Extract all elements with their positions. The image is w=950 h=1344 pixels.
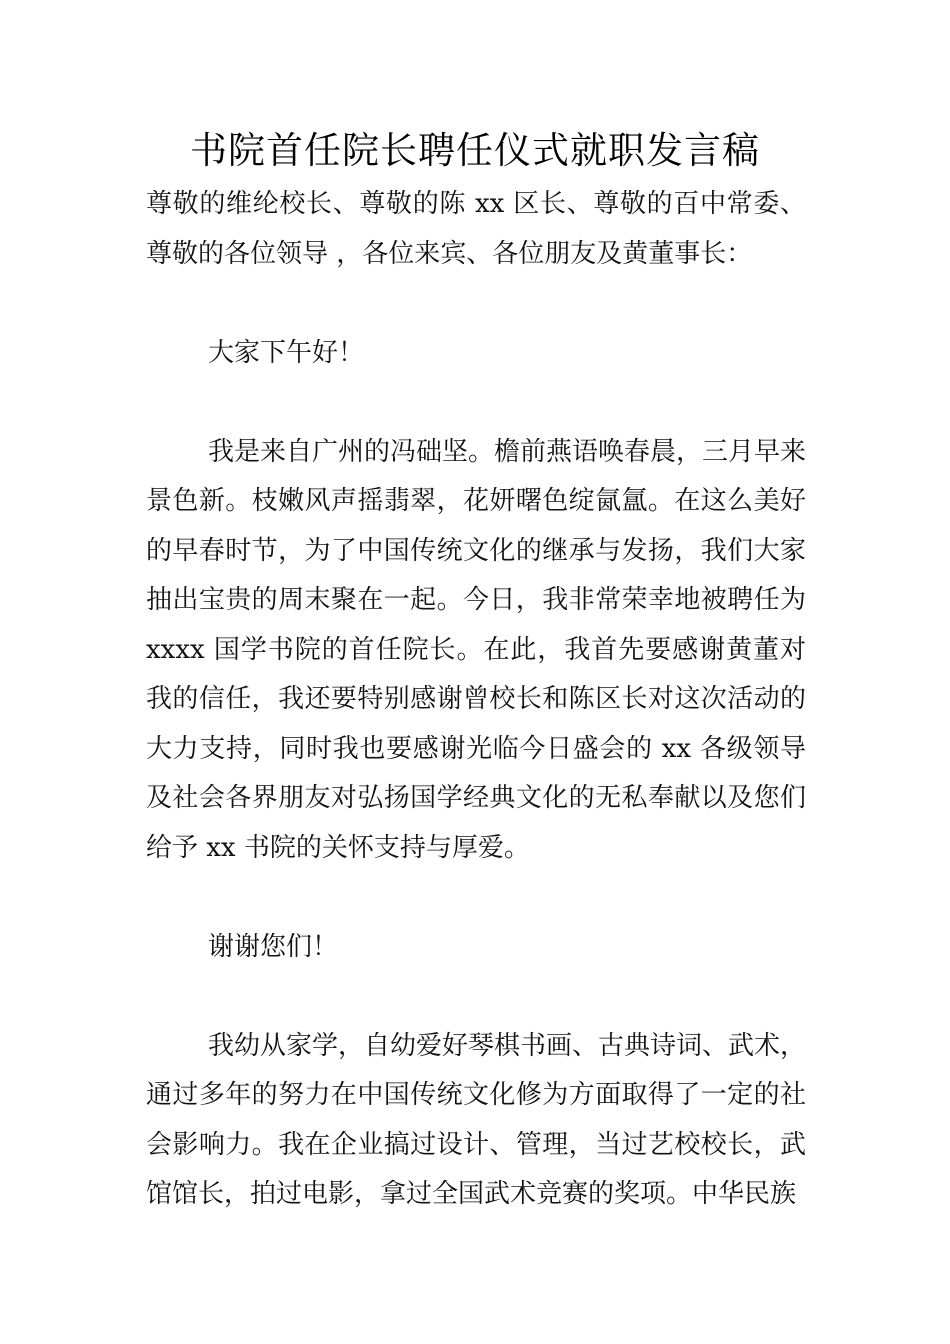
salutation-paragraph: 尊敬的维纶校长、尊敬的陈 xx 区长、尊敬的百中常委、尊敬的各位领导 ，各位来宾、各位朋友及黄董事长： [146, 189, 806, 269]
thanks-paragraph: 谢谢您们！ [208, 931, 339, 962]
document-body [146, 180, 806, 1220]
background-paragraph: 我幼从家学，自幼爱好琴棋书画、古典诗词、武术，通过多年的努力在中国传统文化修为方面取得了一定的社会影响力。我在企业搞过设计、管理，当过艺校校长，武馆馆长，拍过电影，拿过全国武术竞赛的奖项。中华民族 [146, 1030, 807, 1209]
document-title: 书院首任院长聘任仪式就职发言稿 [190, 129, 760, 172]
greeting-paragraph: 大家下午好！ [208, 337, 365, 368]
introduction-paragraph: 我是来自广州的冯础坚。檐前燕语唤春晨，三月早来景色新。枝嫩风声摇翡翠，花妍曙色绽氤氲。在这么美好的早春时节，为了中国传统文化的继承与发扬，我们大家抽出宝贵的周末聚在一起。今日，我非常荣幸地被聘任为 xxxx 国学书院的首任院长。在此，我首先要感谢黄董对我的信任，我还要特别感谢曾校长和陈区长对这次活动的大力支持，同时我也要感谢光临今日盛会的 xx 各级领导及社会各界朋友对弘扬国学经典文化的无私奉献以及您们给予 xx 书院的关怀支持与厚爱。 [146, 436, 807, 863]
